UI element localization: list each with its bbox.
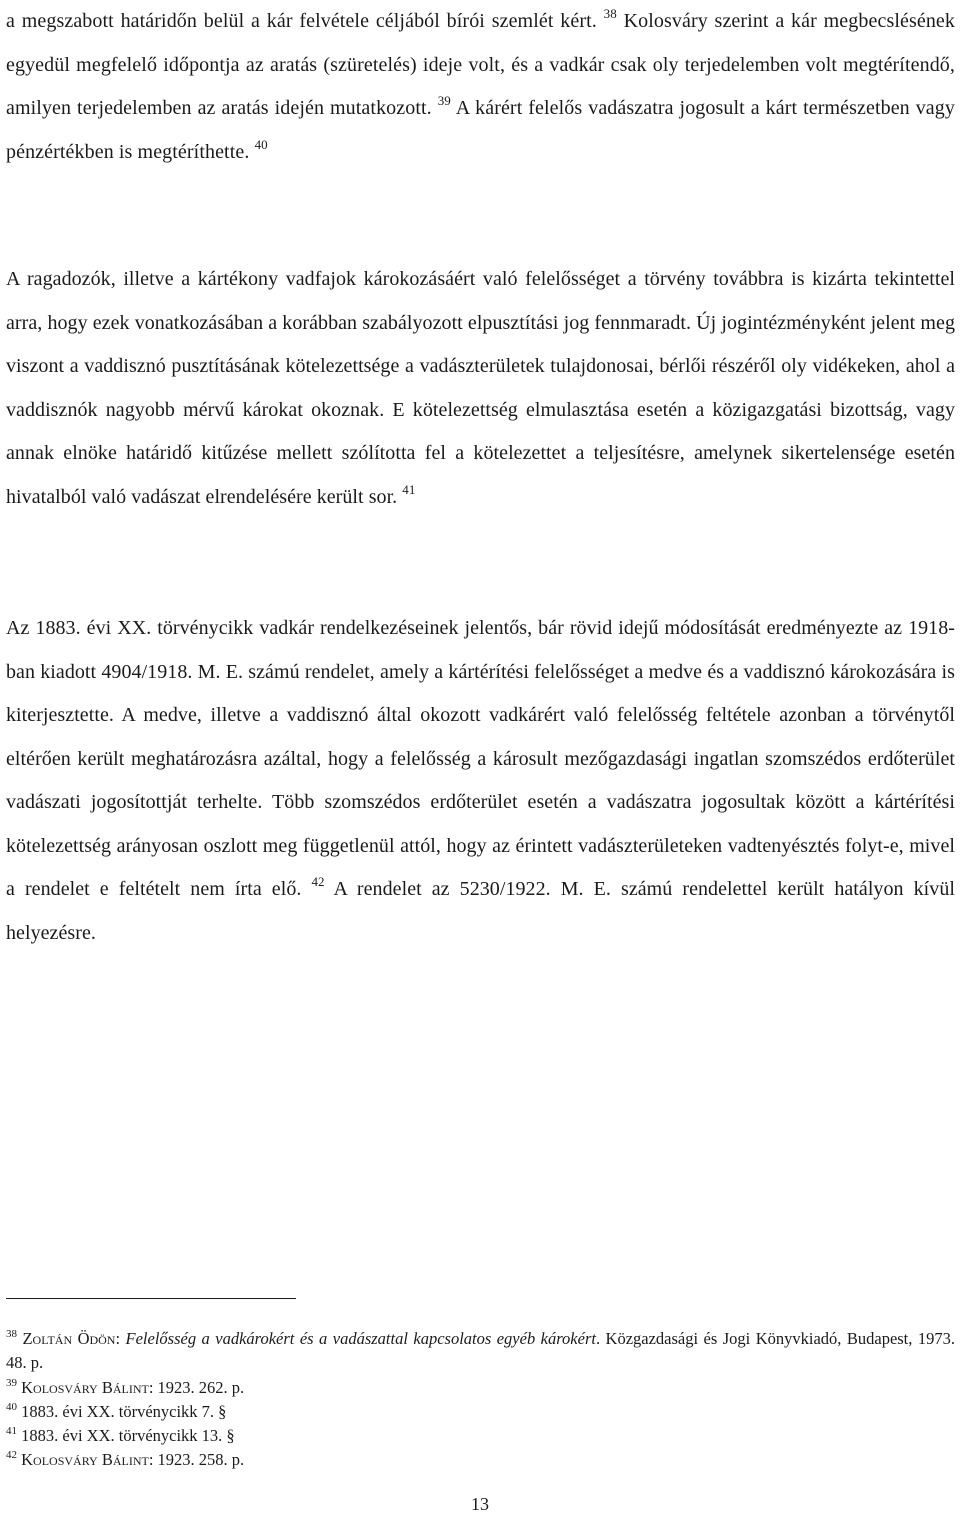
footnote-author: Zoltán Ödön bbox=[22, 1329, 116, 1348]
body-paragraph-1 bbox=[6, 0, 955, 174]
footnote-text: . Közgazdasági és Jogi Könyvkiadó, Budapest, 1973. 48. p. bbox=[6, 1329, 955, 1373]
paragraph-text: a megszabott határidőn belül a kár felvétele céljából bírói szemlét kért. bbox=[6, 10, 597, 32]
footnote-ref-42[interactable]: 42 bbox=[311, 874, 325, 889]
paragraph-text: Az 1883. évi XX. törvénycikk vadkár rendelkezéseinek jelentős, bár rövid idejű módosítását eredményezte az 1918-ban kiadott 4904/1918. M. E. számú rendelet, amely a kártérítési felelősséget a medve és a vaddisznó károkozására is kiterjesztette. A medve, illetve a vaddisznó által okozott vadkárért való felelősség feltétele azonban a törvénytől eltérően került meghatározásra azáltal, hogy a felelősség a károsult mezőgazdasági ingatlan szomszédos erdőterület vadászati jogosítottját terhelte. Több szomszédos erdőterület esetén a vadászatra jogosultak között a kártérítési kötelezettség arányosan oszlott meg függetlenül attól, hogy az érintett vadászterületeken vadtenyésztés folyt-e, mivel a rendelet e feltételt nem írta elő. bbox=[6, 617, 955, 900]
footnote-separator bbox=[6, 1298, 296, 1299]
footnote-text: 1883. évi XX. törvénycikk 7. § bbox=[21, 1401, 227, 1421]
footnote-39 bbox=[6, 1376, 955, 1400]
footnote-number: 39 bbox=[6, 1376, 17, 1389]
footnote-38 bbox=[6, 1327, 955, 1376]
footnote-ref-38[interactable]: 38 bbox=[603, 6, 617, 21]
body-paragraph-2 bbox=[6, 258, 955, 519]
footnotes bbox=[6, 1327, 955, 1473]
paragraph-text: Kolosváry szerint a kár megbecslésének egyedül megfelelő időpontja az aratás (szüretelés) ideje volt, és a vadkár csak oly terjedelemben volt megtérítendő, amilyen terjedelemben az aratás idején mutatkozott. bbox=[6, 10, 955, 119]
footnote-author: Kolosváry Bálint bbox=[21, 1377, 149, 1397]
footnote-number: 42 bbox=[6, 1449, 17, 1462]
footnote-separator-text: : bbox=[115, 1329, 126, 1348]
footnote-text: : 1923. 258. p. bbox=[148, 1450, 245, 1470]
paragraph-text: A kárért felelős vadászatra jogosult a kárt természetben vagy pénzértékben is megtéríthette. bbox=[6, 97, 955, 163]
footnote-41 bbox=[6, 1424, 955, 1448]
footnote-ref-41[interactable]: 41 bbox=[402, 481, 416, 497]
body-paragraph-3 bbox=[6, 607, 955, 955]
footnote-number: 40 bbox=[6, 1400, 17, 1413]
footnote-book-title: Felelősség a vadkárokért és a vadászattal kapcsolatos egyéb károkért bbox=[125, 1329, 596, 1348]
paragraph-text: A ragadozók, illetve a kártékony vadfajok károkozásáért való felelősséget a törvény továbbra is kizárta tekintettel arra, hogy ezek vonatkozásában a korábban szabályozott elpusztítási jog fennmaradt. Új jogintézményként jelent meg viszont a vaddisznó pusztításának kötelezettsége a vadászterületek tulajdonosai, bérlői részéről oly vidékeken, ahol a vaddisznók nagyobb mérvű károkat okoznak. E kötelezettség elmulasztása esetén a közigazgatási bizottság, vagy annak elnöke határidő kitűzése mellett szólította fel a kötelezettet a teljesítésre, amelynek sikertelensége esetén hivatalból való vadászat elrendelésére került sor. bbox=[6, 268, 955, 508]
footnote-text: : 1923. 262. p. bbox=[148, 1377, 245, 1397]
paragraph-text: A rendelet az 5230/1922. M. E. számú rendelettel került hatályon kívül helyezésre. bbox=[6, 878, 955, 944]
page-number: 13 bbox=[471, 1494, 489, 1514]
footnote-40 bbox=[6, 1400, 955, 1424]
footnote-42 bbox=[6, 1448, 955, 1472]
footnote-number: 41 bbox=[6, 1425, 17, 1438]
footnote-number: 38 bbox=[6, 1328, 17, 1340]
footnote-author: Kolosváry Bálint bbox=[21, 1450, 149, 1470]
footnote-ref-40[interactable]: 40 bbox=[254, 136, 268, 152]
footnote-text: 1883. évi XX. törvénycikk 13. § bbox=[21, 1426, 235, 1446]
footnote-ref-39[interactable]: 39 bbox=[437, 93, 451, 108]
